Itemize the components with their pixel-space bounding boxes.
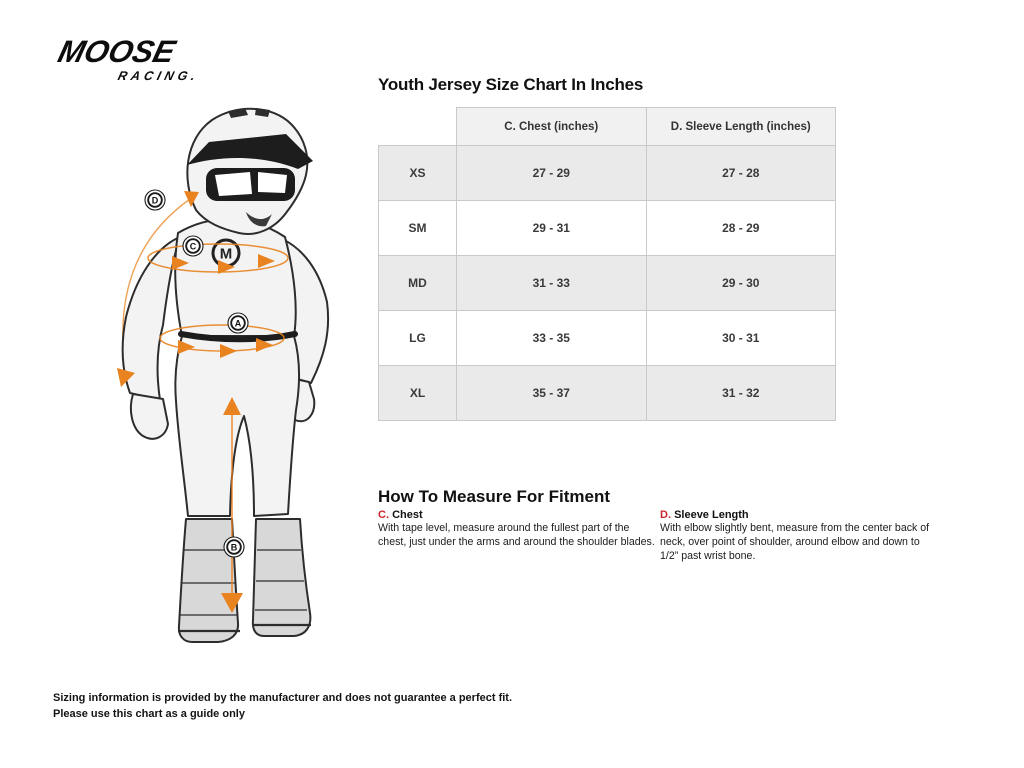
cell-sleeve-sm: 28 - 29 [646,201,836,256]
marker-chest-c [183,236,203,256]
measure-sleeve-name: Sleeve Length [674,509,749,521]
svg-text:D: D [151,195,159,206]
table-corner-cell [379,108,457,146]
measure-chest-name: Chest [392,509,423,521]
rider-figure-svg [60,95,360,655]
cell-sleeve-xl: 31 - 32 [646,366,836,421]
rider-illustration [60,95,360,655]
moose-racing-logo [51,36,213,83]
rider-left-glove [131,394,168,439]
marker-waist-a [228,313,248,333]
svg-text:A: A [234,318,242,329]
goggle-lens-left [215,172,252,196]
disclaimer [53,691,512,723]
measure-item-sleeve [660,509,932,564]
rider-right-boot [253,519,311,636]
goggle-lens-right [258,172,287,193]
measure-chest-heading [378,509,656,521]
size-row-sm [379,201,836,256]
size-chart-table [378,107,836,421]
column-header-sleeve: D. Sleeve Length (inches) [646,108,836,146]
measure-sleeve-text: With elbow slightly bent, measure from the center back of neck, over point of shoulder, around elbow and down to 1/2” past wrist bone. [660,522,930,562]
table-header-row [379,108,836,146]
rider-left-boot [179,519,238,642]
measure-sleeve-prefix: D. [660,509,671,521]
size-chart-title: Youth Jersey Size Chart In Inches [378,75,644,94]
cell-sleeve-lg: 30 - 31 [646,311,836,366]
svg-text:B: B [230,542,238,553]
size-row-xl [379,366,836,421]
disclaimer-line-2: Please use this chart as a guide only [53,707,245,720]
column-header-chest: C. Chest (inches) [457,108,647,146]
chest-logo-letter: M [219,245,233,263]
rider-pants [175,336,299,516]
cell-sleeve-md: 29 - 30 [646,256,836,311]
cell-size-md: MD [379,256,457,311]
cell-size-xs: XS [379,146,457,201]
cell-sleeve-xs: 27 - 28 [646,146,836,201]
svg-text:C: C [189,241,197,252]
measure-chest-prefix: C. [378,509,389,521]
logo-word-racing: RACING. [116,69,201,83]
measure-sleeve-heading [660,509,932,521]
cell-chest-md: 31 - 33 [457,256,647,311]
cell-size-xl: XL [379,366,457,421]
marker-sleeve-d [145,190,165,210]
logo-word-moose: MOOSE [54,34,179,69]
measure-item-chest [378,509,656,550]
cell-size-lg: LG [379,311,457,366]
cell-chest-lg: 33 - 35 [457,311,647,366]
disclaimer-line-1: Sizing information is provided by the manufacturer and does not guarantee a perfect fit. [53,692,513,704]
cell-chest-xs: 27 - 29 [457,146,647,201]
cell-chest-xl: 35 - 37 [457,366,647,421]
size-row-md [379,256,836,311]
measure-section-title: How To Measure For Fitment [378,487,611,506]
size-row-lg [379,311,836,366]
cell-chest-sm: 29 - 31 [457,201,647,256]
cell-size-sm: SM [379,201,457,256]
marker-inseam-b [224,537,244,557]
measure-chest-text: With tape level, measure around the fullest part of the chest, just under the arms and around the shoulder blades. [378,522,655,548]
size-row-xs [379,146,836,201]
